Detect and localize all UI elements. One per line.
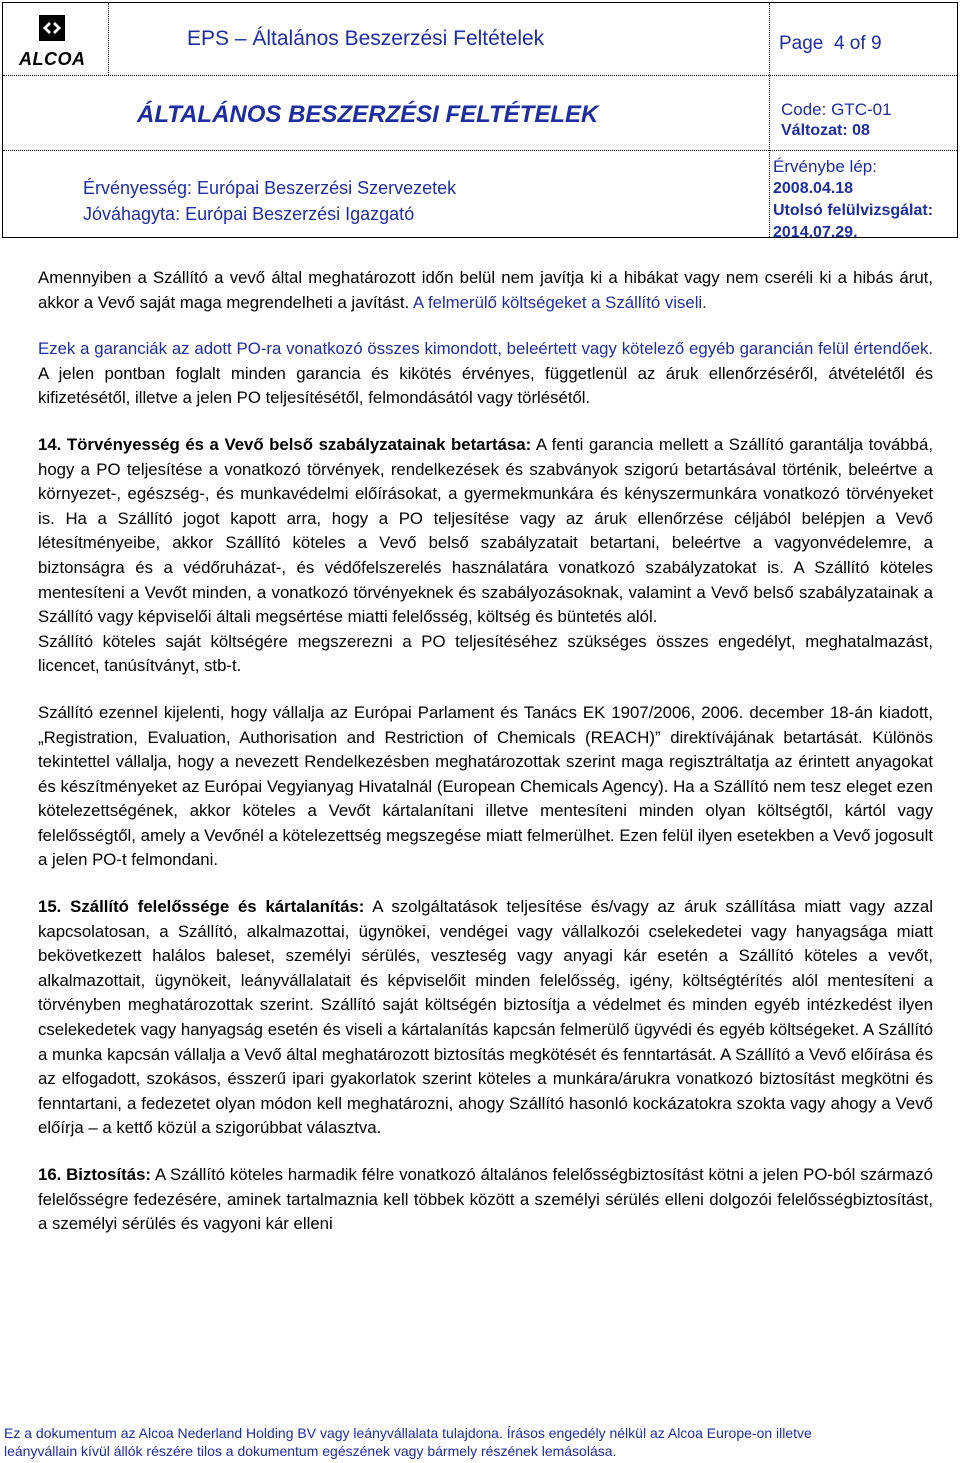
section-15-text: A szolgáltatások teljesítése és/vagy az áruk szállítása miatt vagy azzal kapcsolatosan, a Szállító, alkalmazottai, ügynökei, vendégei vagy vállalkozói cselekedetei vagy hanyagsága miatt bekövetkezett halálos baleset, személyi sérülés, veszteség vagy anyagi kár esetén a Szállító köteles a vevőt, alkalmazottait, ügynökeit, leányvállalatait és képviselőit minden felelősség, igény, költségtérítés alól mentesíteni a törvényben meghatározottak szerint. Szállító saját költségén biztosítja a védelmet és minden egyéb intézkedést ilyen cselekedetek vagy hanyagság esetén és viseli a kártalanítás kapcsán felmerülő ügyvédi és egyéb költségeket. (38, 897, 933, 1040)
document-header (2, 2, 958, 241)
paragraph-reach-a: Szállító ezennel kijelenti, hogy vállalja az Európai Parlament és Tanács EK 1907/2006, 2006. december 18-án kiadott, „Registration, Evaluation, Authorisation and Restriction of Chemicals (REACH)” direktívájának betartását. (38, 702, 933, 747)
page-total: 9 (870, 33, 882, 54)
paragraph-repair (38, 266, 933, 315)
section-14-permits (38, 630, 933, 679)
section-14-number: 14. (38, 434, 62, 454)
paragraph-reach-c: Ha a Szállító nem tesz eleget ezen kötelezettségének, akkor köteles a Vevőt kártalanítani illetve mentesíteni minden olyan költségtől, kártól vagy felelősségtől, amely a Vevőnél a kötelezettség megszegése miatt felmerülhet. Ezen felül ilyen esetekben a Vevő jogosult a jelen PO-t felmondani. (38, 776, 933, 870)
header-divider-2 (3, 150, 957, 151)
validity-scope: Érvényesség: Európai Beszerzési Szervezetek (83, 178, 457, 198)
section-16-text: A Szállító köteles harmadik félre vonatkozó általános felelősségbiztosítást kötni a jelen PO-ból származó felelősségre fedezésére, aminek tartalmaznia kell többek között a személyi sérülés elleni dolgozói felelősségbiztosítást, a személyi sérülés és vagyoni kár elleni (38, 1165, 933, 1234)
section-16-number: 16. (38, 1165, 62, 1184)
section-16 (38, 1163, 933, 1237)
paragraph-warranties-scope: Ezek a garanciák az adott PO-ra vonatkozó összes kimondott, beleértett vagy kötelező egyéb garancián felül értendőek. (38, 339, 933, 359)
alcoa-logo-text: ALCOA (19, 49, 86, 69)
document-version: Változat: 08 (781, 122, 870, 139)
page-of: of (849, 33, 866, 54)
section-16-title: Biztosítás: (66, 1165, 152, 1184)
review-date: 2014.07.29. (773, 224, 858, 241)
paragraph-warranties-validity: A jelen pontban foglalt minden garancia és kikötés érvényes, függetlenül az áruk ellenőrzéséről, átvételétől és kifizetésétől, illetve a jelen PO teljesítésétől, felmondásától vagy törlésétől. (38, 363, 933, 408)
approved-by: Jóváhagyta: Európai Beszerzési Igazgató (83, 204, 415, 224)
footer-line-2: leányvállain kívül állók részére tilos a dokumentum egészének vagy bármely részének lemásolása. (4, 1443, 617, 1459)
header-column-divider (769, 3, 770, 237)
review-label: Utolsó felülvizsgálat: (773, 202, 934, 219)
paragraph-warranties (38, 337, 933, 411)
paragraph-repair-text: Amennyiben a Szállító a vevő által meghatározott időn belül nem javítja ki a hibákat vagy nem cseréli ki a hibás árut, akkor a Vevő saját maga megrendelheti a javítást. (38, 268, 933, 312)
page-current: 4 (833, 33, 845, 54)
section-14-premises: Ha a Szállító jogot kapott arra, hogy a PO teljesítése vagy az áruk ellenőrzése céljából belépjen a Vevő létesítményeibe, akkor Szállító köteles a Vevő belső szabályzatait betartani, beleértve a vagyonvédelemre, a biztonságra és a védőruházat-, és védőfelszerelés használatára vonatkozó szabályzatokat is. (38, 508, 933, 577)
effective-date: 2008.04.18 (773, 180, 854, 197)
paragraph-reach (38, 701, 933, 873)
main-heading: ÁLTALÁNOS BESZERZÉSI FELTÉTELEK (137, 101, 599, 128)
page-indicator (779, 33, 882, 55)
footer-line-1: Ez a dokumentum az Alcoa Nederland Holding BV vagy leányvállalata tulajdona. Írásos engedély nélkül az Alcoa Europe-on illetve (4, 1425, 812, 1441)
section-14 (38, 433, 933, 630)
section-14-title: Törvényesség és a Vevő belső szabályzatainak betartása: (66, 434, 532, 454)
document-code: Code: GTC-01 (781, 100, 892, 119)
effective-label: Érvénybe lép: (773, 157, 877, 176)
alcoa-logo (17, 15, 87, 73)
section-15-number: 15. (38, 897, 62, 917)
section-15-insurance: A Szállító a munka kapcsán vállalja a Vevő által meghatározott biztosítás megkötését és fenntartását. A Szállító a Vevő előírása és az elfogadott, szokásos, ésszerű ipari gyakorlatok szerint köteles a munkára/árukra vonatkozó biztosítást megkötni és fenntartani, a fedezetet olyan módon kell meghatározni, ahogy Szállító hasonló kockázatokra szokta vagy ahogy a Vevő előírja – a kettő közül a szigorúbbat választva. (38, 1020, 933, 1138)
paragraph-repair-costs: A felmerülő költségeket a Szállító viseli. (413, 292, 707, 312)
document-body (38, 266, 933, 1237)
section-15-title: Szállító felelőssége és kártalanítás: (70, 897, 365, 917)
alcoa-logo-icon (39, 15, 65, 41)
document-footer (4, 1424, 958, 1460)
document-title: EPS – Általános Beszerzési Feltételek (187, 27, 545, 50)
paragraph-reach-b: Különös tekintettel vállalja, hogy a nevezett Rendelkezésben meghatározottak szerint maga regisztráltatja az érintett anyagokat és készítményeket az Európai Vegyianyag Hivatalnál (European Chemicals Agency). (38, 727, 933, 796)
section-14-permits-text: Szállító köteles saját költségére megszerezni a PO teljesítéséhez szükséges összes engedélyt, meghatalmazást, licencet, tanúsítványt, stb-t. (38, 631, 933, 676)
section-15 (38, 895, 933, 1141)
section-14-indemnity: A Szállító köteles mentesíteni a Vevőt minden, a vonatkozó törvényeknek és szabályozásoknak, valamint a Vevő belső szabályzatainak a Szállító vagy képviselői általi megsértése miatti felelősség, költség és büntetés alól. (38, 557, 933, 627)
header-divider-1 (3, 75, 957, 76)
section-14-text: A fenti garancia mellett a Szállító garantálja továbbá, hogy a PO teljesítése a vonatkozó törvények, rendelkezések és szabványok szigorú betartásával történik, beleértve a környezet-, egészség-, és munkavédelmi előírásokat, a gyermekmunkára és kényszermunkára vonatkozó törvényeket is. (38, 434, 933, 528)
header-logo-divider (108, 3, 109, 75)
page-label: Page (779, 33, 824, 54)
